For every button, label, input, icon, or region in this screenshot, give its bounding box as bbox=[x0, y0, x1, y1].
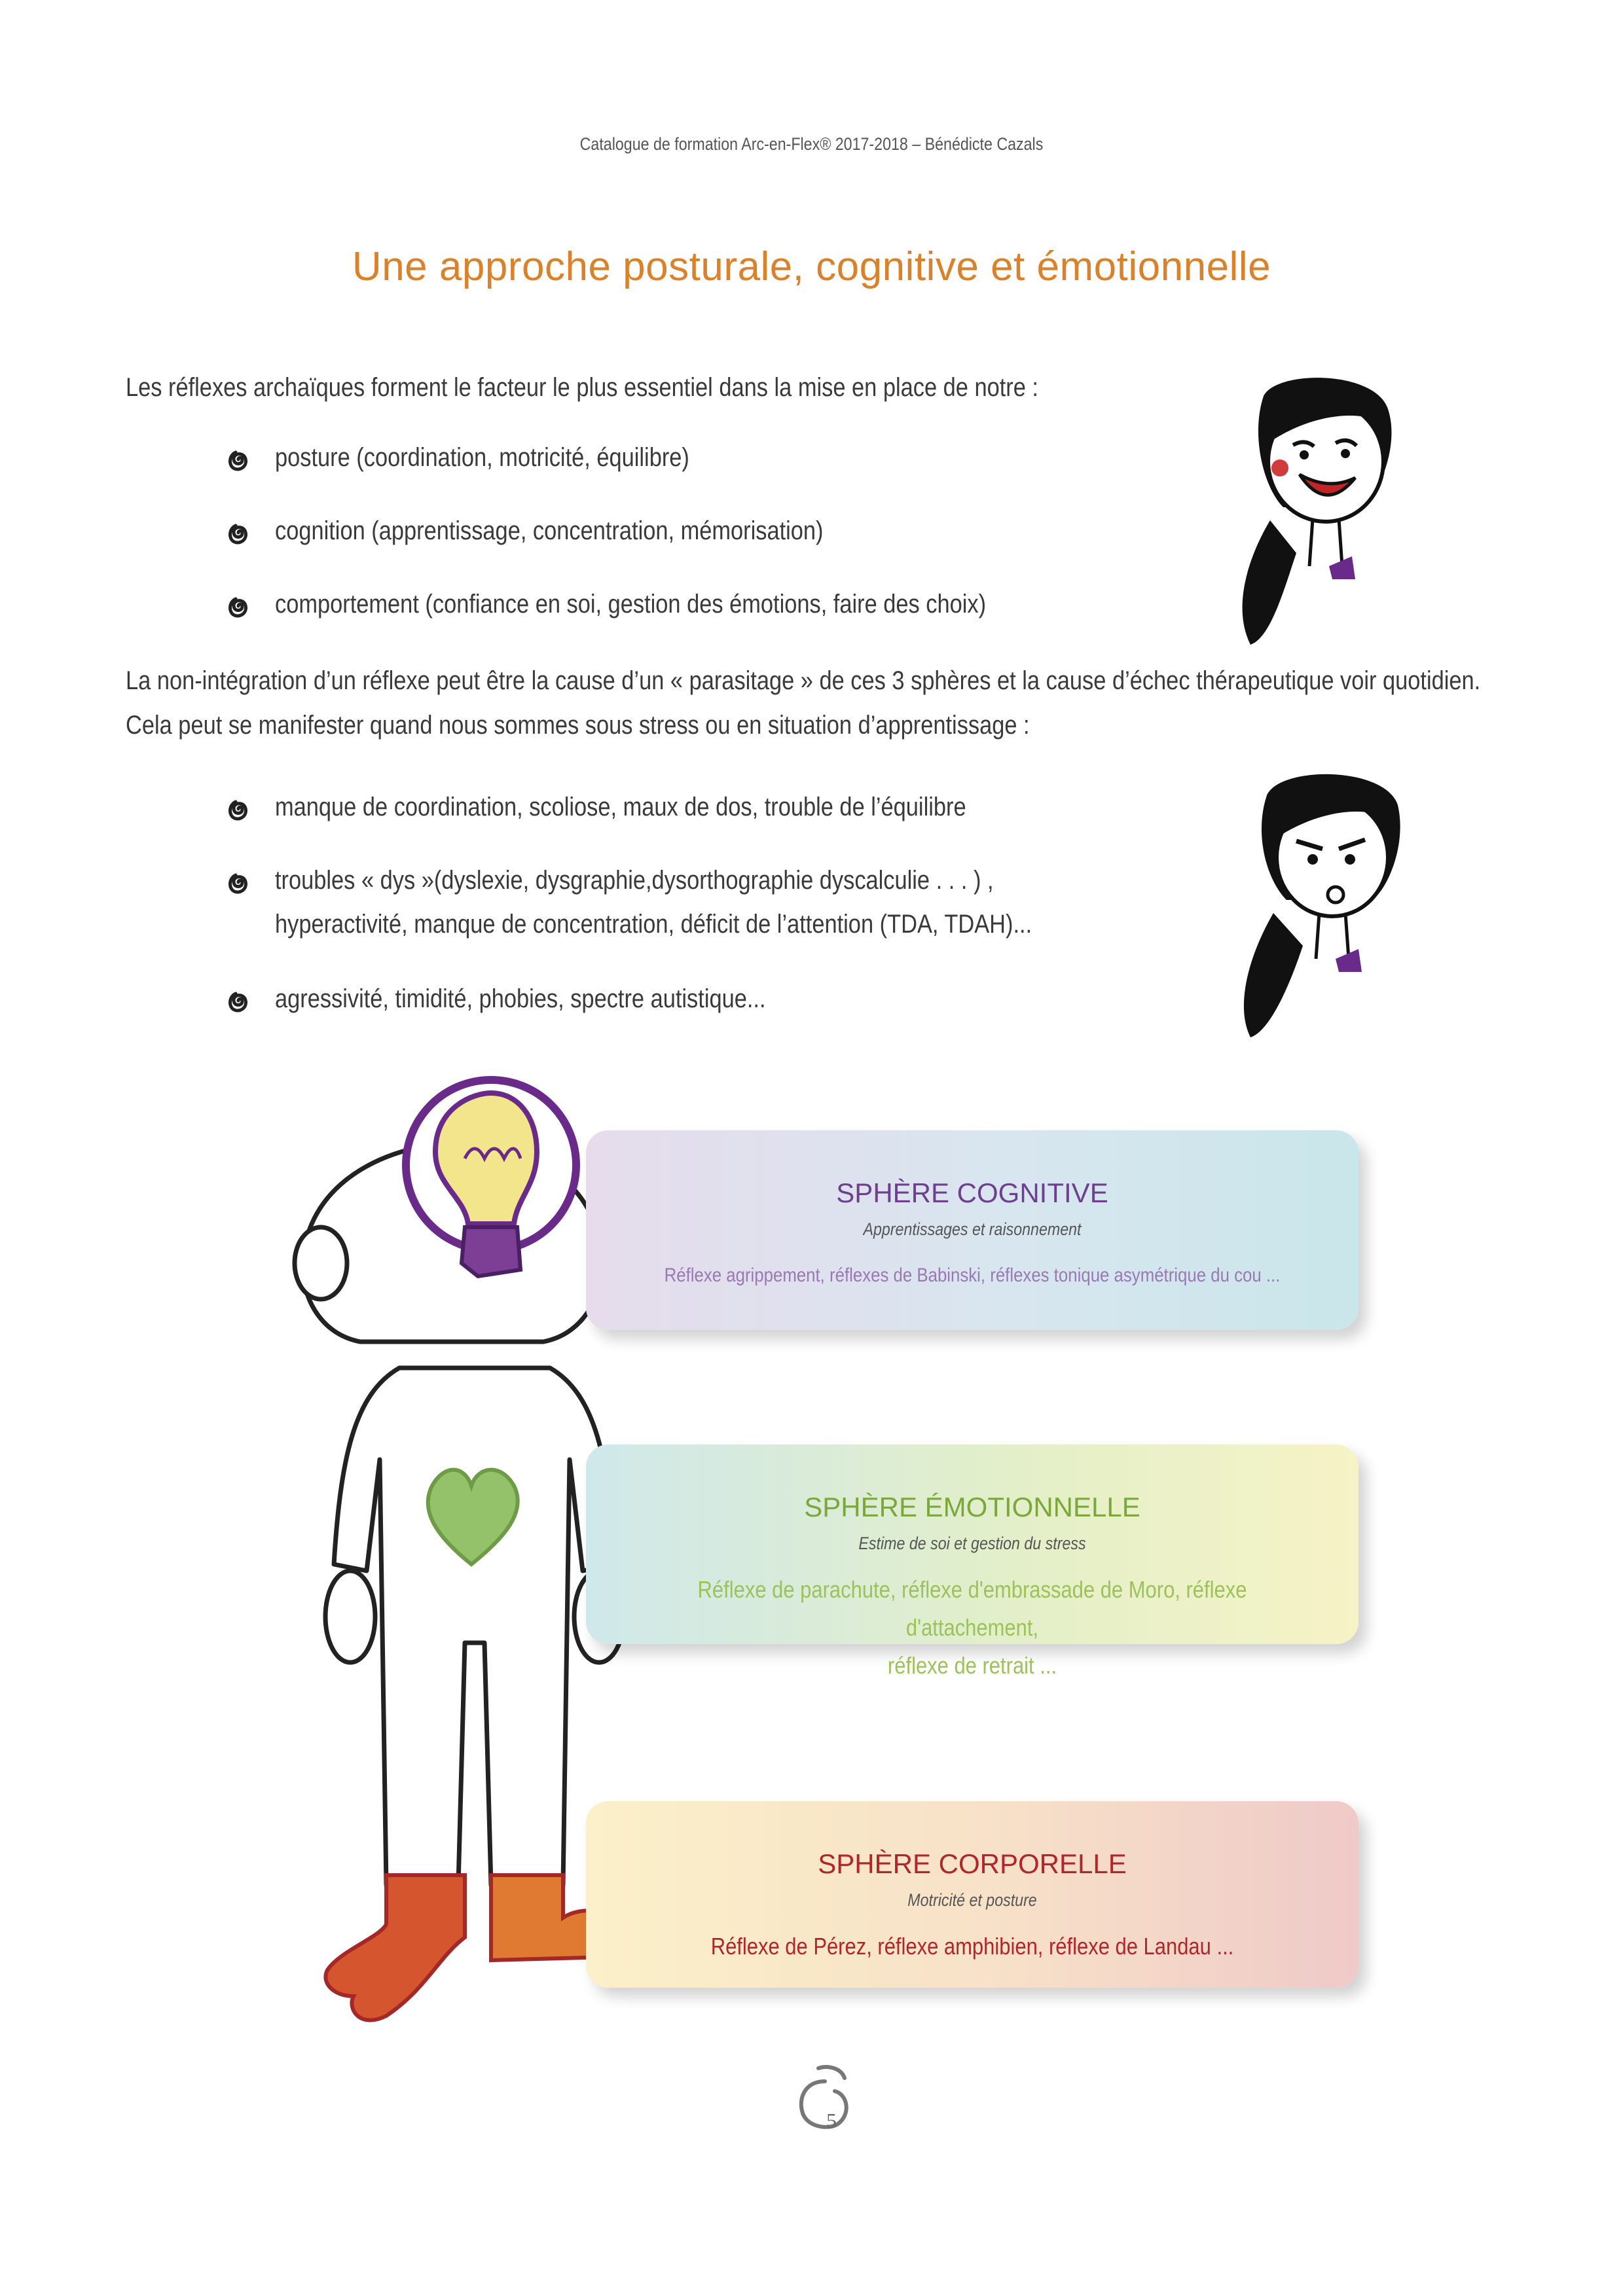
happy-girl-illustration bbox=[1224, 370, 1421, 651]
list-item-text: agressivité, timidité, phobies, spectre autistique... bbox=[275, 984, 766, 1013]
page-number: 5 bbox=[826, 2109, 837, 2132]
list-item-text: posture (coordination, motricité, équilibre) bbox=[275, 443, 689, 472]
spiral-bullet-icon bbox=[225, 592, 251, 620]
list-item-text: manque de coordination, scoliose, maux de dos, trouble de l’équilibre bbox=[275, 793, 966, 821]
sphere-title: SPHÈRE CORPORELLE bbox=[818, 1848, 1127, 1879]
sphere-reflexes: Réflexe de Pérez, réflexe amphibien, réflexe de Landau ... bbox=[710, 1933, 1234, 1960]
sphere-subtitle: Estime de soi et gestion du stress bbox=[858, 1534, 1086, 1553]
spiral-bullet-icon bbox=[225, 518, 251, 547]
sphere-reflexes-line: Réflexe de parachute, réflexe d'embrassade de Moro, réflexe d'attachement, bbox=[697, 1576, 1247, 1641]
paragraph-line: La non-intégration d’un réflexe peut être la cause d’un « parasitage » de ces 3 sphères et la cause d’échec thérapeutique voir quotidien. bbox=[126, 666, 1481, 695]
sphere-title: SPHÈRE ÉMOTIONNELLE bbox=[804, 1492, 1140, 1522]
spiral-bullet-icon bbox=[225, 795, 251, 823]
spiral-bullet-icon bbox=[225, 445, 251, 474]
running-header: Catalogue de formation Arc-en-Flex® 2017-2018 – Bénédicte Cazals bbox=[579, 134, 1044, 154]
list-item-text: cognition (apprentissage, concentration, mémorisation) bbox=[275, 516, 824, 545]
page-title: Une approche posturale, cognitive et émotionnelle bbox=[352, 244, 1271, 289]
list-item-text: troubles « dys »(dyslexie, dysgraphie,dysorthographie dyscalculie . . . ) , bbox=[275, 866, 994, 895]
list-item-text-continued: hyperactivité, manque de concentration, déficit de l’attention (TDA, TDAH)... bbox=[275, 910, 1032, 939]
sphere-body-card bbox=[586, 1801, 1359, 1988]
list-item-text: comportement (confiance en soi, gestion des émotions, faire des choix) bbox=[275, 590, 987, 619]
sphere-reflexes: Réflexe agrippement, réflexes de Babinski, réflexes tonique asymétrique du cou ... bbox=[664, 1265, 1281, 1286]
sphere-emotional-card bbox=[586, 1444, 1359, 1679]
grumpy-girl-illustration bbox=[1231, 769, 1427, 1044]
sphere-reflexes-line: réflexe de retrait ... bbox=[887, 1652, 1057, 1679]
sphere-subtitle: Motricité et posture bbox=[907, 1890, 1037, 1910]
intro-paragraph: Les réflexes archaïques forment le facteur le plus essentiel dans la mise en place de notre : bbox=[126, 373, 1038, 402]
paragraph-line: Cela peut se manifester quand nous sommes sous stress ou en situation d’apprentissage : bbox=[126, 711, 1030, 740]
socks-icon bbox=[325, 1875, 629, 2020]
sphere-cognitive-card bbox=[586, 1130, 1359, 1330]
spiral-bullet-icon bbox=[225, 868, 251, 897]
sphere-subtitle: Apprentissages et raisonnement bbox=[863, 1219, 1082, 1239]
spiral-bullet-icon bbox=[225, 986, 251, 1015]
sphere-title: SPHÈRE COGNITIVE bbox=[836, 1177, 1108, 1208]
sphere-reflexes bbox=[640, 1571, 1305, 1685]
